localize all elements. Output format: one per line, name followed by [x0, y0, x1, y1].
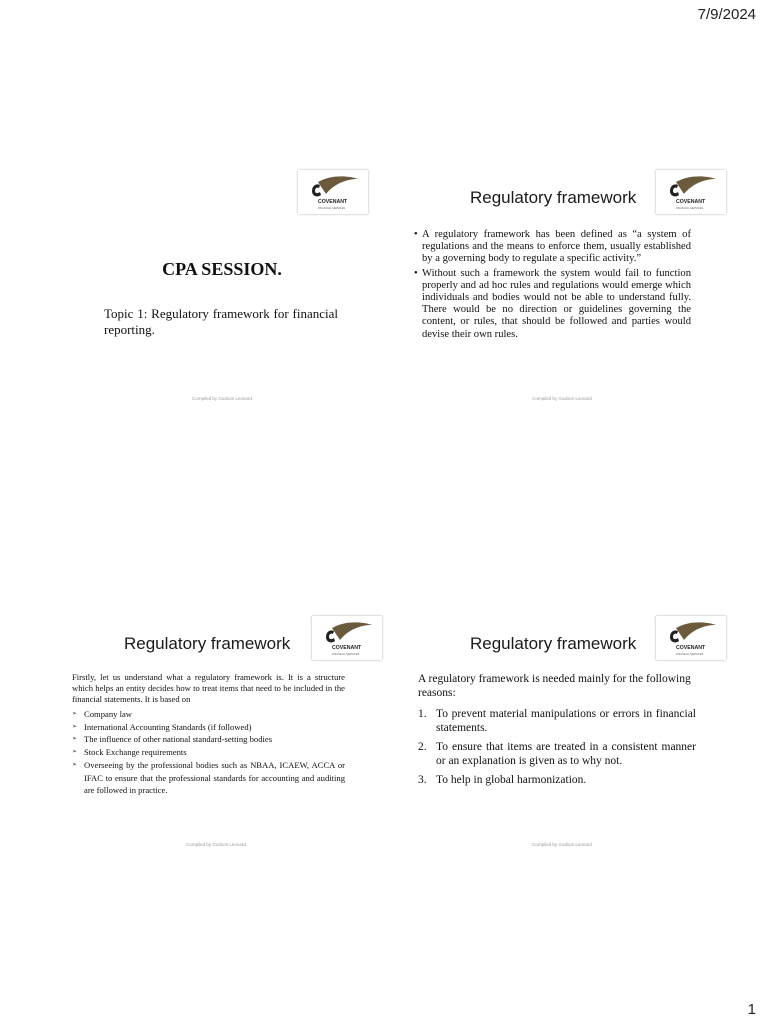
- list-item-text: Stock Exchange requirements: [84, 747, 187, 758]
- arrow-bullet-icon: ➢: [72, 723, 78, 730]
- list-item-text: To prevent material manipulations or errors in financial statements.: [436, 708, 696, 734]
- arrow-bullet-icon: ➢: [72, 749, 78, 756]
- page-number: 1: [747, 1001, 756, 1018]
- list-item-text: Company law: [84, 709, 132, 719]
- list-item: [72, 721, 345, 734]
- bullet-icon: •: [414, 267, 418, 279]
- list-item-text: To ensure that items are treated in a consistent manner or an explanation is given as to why not.: [436, 741, 696, 767]
- slide-footer: Compiled by Godson Leonard: [186, 842, 246, 847]
- list-number: 1.: [418, 708, 427, 720]
- bullet-list: [414, 229, 691, 343]
- page-date: 7/9/2024: [697, 6, 756, 23]
- logo-name: COVENANT: [318, 199, 348, 205]
- bullet-icon: •: [414, 229, 418, 240]
- list-item: [418, 773, 696, 787]
- covenant-logo: [298, 170, 368, 214]
- covenant-logo: [656, 170, 726, 214]
- slide-3: [66, 612, 366, 847]
- slide-1: [72, 166, 372, 401]
- slide-4: [412, 612, 712, 847]
- logo-tagline: FINANCIAL SERVICES: [676, 207, 704, 210]
- list-item-text: To help in global harmonization.: [436, 774, 587, 786]
- covenant-logo-icon: [656, 616, 726, 660]
- list-number: 3.: [418, 774, 427, 786]
- list-item-text: Overseeing by the professional bodies such as NBAA, ICAEW, ACCA or IFAC to ensure that the professional standards for accounting and auditing are followed in practice.: [84, 759, 345, 796]
- list-item: [72, 746, 345, 759]
- covenant-logo: [312, 616, 382, 660]
- list-item-text: International Accounting Standards (if followed): [84, 721, 252, 732]
- list-item: [72, 708, 345, 721]
- slide-title: Regulatory framework: [470, 634, 637, 653]
- list-item-text: The influence of other national standard-setting bodies: [84, 734, 273, 745]
- list-item: [72, 759, 345, 797]
- arrow-bullet-icon: ➢: [72, 736, 78, 743]
- session-title: CPA SESSION.: [162, 259, 282, 279]
- logo-name: COVENANT: [676, 645, 706, 651]
- logo-tagline: FINANCIAL SERVICES: [676, 653, 704, 656]
- bullet-text: Without such a framework the system would fail to function properly and ad hoc rules and regulations would emerge which individuals and bodies would not be able to understand fully. There would be no direction or guidelines governing the content, or rules, that should be followed and parties would devise their own rules.: [422, 267, 691, 340]
- intro-text: Firstly, let us understand what a regulatory framework is. It is a structure which helps an entity decides how to treat items that need to be included in the financial statements. It is based on: [72, 672, 345, 704]
- basis-list: [72, 708, 345, 797]
- covenant-logo: [656, 616, 726, 660]
- slide-2: [412, 166, 712, 401]
- list-item: [414, 229, 691, 266]
- slide-footer: Compiled by Godson Leonard: [532, 396, 592, 401]
- list-number: 2.: [418, 741, 427, 753]
- list-item: [418, 740, 696, 768]
- covenant-logo-icon: [298, 170, 368, 214]
- logo-tagline: FINANCIAL SERVICES: [318, 207, 346, 210]
- slide-footer: Compiled by Godson Leonard: [532, 842, 592, 847]
- reasons-intro: A regulatory framework is needed mainly for the following reasons:: [418, 673, 691, 699]
- slide-title: Regulatory framework: [470, 188, 637, 207]
- bullet-text: A regulatory framework has been defined as “a system of regulations and the means to enforce them, usually established by a governing body to regulate a specific activity.”: [422, 229, 691, 265]
- reasons-list: [418, 707, 696, 792]
- slide-title: Regulatory framework: [124, 634, 291, 653]
- logo-name: COVENANT: [332, 645, 362, 651]
- logo-name: COVENANT: [676, 199, 706, 205]
- arrow-bullet-icon: ➢: [72, 761, 78, 768]
- slide-footer: Compiled by Godson Leonard: [192, 396, 252, 401]
- topic-text: Topic 1: Regulatory framework for financial reporting.: [104, 306, 338, 337]
- covenant-logo-icon: [656, 170, 726, 214]
- list-item: [72, 733, 345, 746]
- list-item: [414, 267, 691, 341]
- covenant-logo-icon: [312, 616, 382, 660]
- logo-tagline: FINANCIAL SERVICES: [332, 653, 360, 656]
- list-item: [418, 707, 696, 735]
- arrow-bullet-icon: ➢: [72, 711, 78, 717]
